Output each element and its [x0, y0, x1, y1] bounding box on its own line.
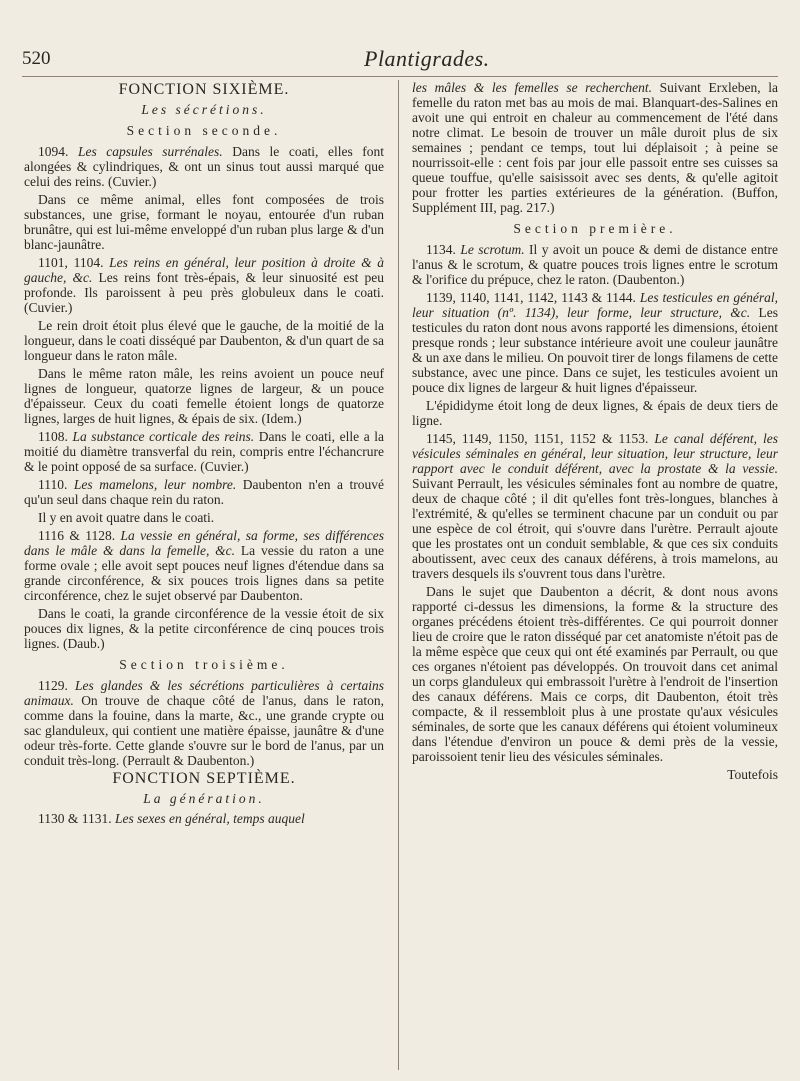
- paragraph-text: Dans le coati, la grande circonférence de la vessie étoit de six pouces dix lignes, & la petite circonférence de cinq pouces trois lignes. (Daub.): [24, 606, 384, 651]
- paragraph-text: On trouve de chaque côté de l'anus, dans le raton, comme dans la fouine, dans la marte, &c., une grande crypte ou sac glanduleux, qui contient une matière épaisse, jaunâtre & d'une odeur très-forte. Cette glande s'ouvre sur le bord de l'anus, par un conduit très-long. (Perrault & Daubenton.): [24, 693, 385, 768]
- article-title: La vessie en général, sa forme, ses différences dans le mâle & dans la femelle, &c.: [24, 528, 385, 558]
- paragraph: [24, 678, 384, 768]
- paragraph-text: La vessie du raton a une forme ovale ; elle avoit sept pouces neuf lignes d'étendue dans sa grande circonférence, & six pouces trois lignes dans sa petite circonférence, chez le sujet observé par Daubenton.: [24, 543, 385, 603]
- paragraph: [412, 290, 778, 395]
- article-number: 1110.: [38, 477, 68, 492]
- paragraph: [24, 510, 384, 525]
- function-heading: FONCTION SEPTIÈME.: [112, 770, 296, 787]
- paragraph-text: Il y avoit un pouce & demi de distance entre l'anus & le scrotum, & quatre pouces trois lignes entre le scrotum & l'orifice du prépuce, chez le raton. (Daubenton.): [412, 242, 779, 287]
- paragraph: [24, 144, 384, 189]
- paragraph: [24, 318, 384, 363]
- paragraph: [412, 398, 778, 428]
- header-rule: [22, 76, 778, 77]
- right-column: [412, 80, 778, 785]
- paragraph: [412, 584, 778, 764]
- paragraph-text: Suivant Perrault, les vésicules séminales font au nombre de quatre, deux de chaque côté ; il dit qu'elles font très-longues, blanches à l'extrémité, & qu'elles se terminent chacune par un conduit ou par une espèce de col étroit, qui s'ouvre dans l'urètre. Perrault ajoute que les prostates ont un conduit semblable, & que ces six conduits aboutissent, avec ceux des canaux déférens, à trois mamelons, au travers desquels ils s'ouvrent tous dans l'urètre.: [412, 476, 778, 581]
- article-number: 1130 & 1131.: [38, 811, 112, 826]
- column-divider: [398, 80, 399, 1070]
- paragraph-text: Le rein droit étoit plus élevé que le gauche, de la moitié de la longueur, dans le coati disséqué par Daubenton, & d'un quart de sa longueur dans le raton mâle.: [24, 318, 384, 363]
- article-title: Les capsules surrénales.: [77, 144, 223, 159]
- article-number: 1094.: [38, 144, 69, 159]
- paragraph-text: Dans le même raton mâle, les reins avoient un pouce neuf lignes de longueur, quatorze lignes de largeur, & un pouce d'épaisseur. Ceux du coati femelle étoient longs de quatorze lignes, larges de huit lignes, & épais de six. (Idem.): [24, 366, 384, 426]
- paragraph-text: Les reins font très-épais, & leur sinuosité est peu profonde. Ils paroissent à peu près globuleux dans le coati. (Cuvier.): [24, 270, 385, 315]
- article-title: Le scrotum.: [460, 242, 525, 257]
- paragraph-text: Dans ce même animal, elles font composées de trois substances, une grise, formant le noyau, entourée d'un ruban brunâtre, qui est lui-même enveloppé d'un ruban plus large & d'un blanc-jaunâtre.: [24, 192, 384, 252]
- function-heading: FONCTION SIXIÈME.: [118, 81, 290, 98]
- paragraph: [24, 255, 384, 315]
- paragraph: [24, 366, 384, 426]
- paragraph: [24, 811, 384, 826]
- paragraph: [24, 429, 384, 474]
- article-title: La substance corticale des reins.: [72, 429, 255, 444]
- article-number: 1108.: [38, 429, 68, 444]
- section-heading: Section seconde.: [126, 123, 282, 138]
- paragraph-text: Dans le coati, elles font alongées & cylindriques, & ont un sinus tout aussi marqué que celui des reins. (Cuvier.): [24, 144, 385, 189]
- article-title: Les mamelons, leur nombre.: [73, 477, 237, 492]
- article-number: 1101, 1104.: [38, 255, 104, 270]
- paragraph-text: Les testicules du raton dont nous avons rapporté les dimensions, étoient presque ronds ; leur substance intérieure avoit une couleur jaunâtre & un axe dans le milieu. On pouvoit tirer de longs filamens de cette substance, avec une pince. Dans ce sujet, les testicules avoient un pouce dix lignes de largeur & huit lignes d'épaisseur.: [412, 305, 779, 395]
- article-title: Les reins en général, leur position à droite & à gauche, &c.: [24, 255, 385, 285]
- section-heading: Section première.: [513, 221, 677, 236]
- catchword: Toutefois: [727, 767, 778, 782]
- article-number: 1139, 1140, 1141, 1142, 1143 & 1144.: [426, 290, 636, 305]
- left-column: [24, 80, 384, 829]
- page-number: 520: [22, 48, 51, 69]
- paragraph-text: Il y en avoit quatre dans le coati.: [38, 510, 215, 525]
- article-title: Les testicules en général, leur situation (nº. 1134), leur forme, leur structure, &c.: [412, 290, 778, 320]
- subject-heading: Les sécrétions.: [141, 102, 267, 117]
- article-number: 1145, 1149, 1150, 1151, 1152 & 1153.: [426, 431, 649, 446]
- paragraph-text: Dans le coati, elle a la moitié du diamètre transverfal du rein, compris entre l'échancrure & le point opposé de sa surface. (Cuvier.): [24, 429, 385, 474]
- paragraph-text: Dans le sujet que Daubenton a décrit, & dont nous avons rapporté ci-dessus les dimensions, la forme & la structure des organes précédens étoient très-différentes. Ce qui pourroit donner lieu de croire que le raton disséqué par cet anatomiste n'étoit pas de la même espèce que ceux qui ont été examinés par Perrault, ou que ces organes n'étoient pas développés. On trouvoit dans cet animal un corps glanduleux qui embrassoit l'urètre à l'endroit de l'insertion des canaux déférens. Mais ce corps, dit Daubenton, étoit très compacte, & il ressembloit plus à une prostate qu'aux vésicules séminales, de sorte que les canaux déférens qui étoient volumineux dans l'étendue d'environ un pouce & demi près de la vessie, paroissoient tenir lieu des vésicules séminales.: [412, 584, 778, 764]
- article-title: Le canal déférent, les vésicules séminales en général, leur situation, leur structure, leur rapport avec le conduit déférent, avec la prostate & la vessie.: [412, 431, 779, 476]
- running-title: Plantigrades.: [364, 46, 490, 71]
- paragraph: [412, 80, 778, 215]
- article-number: 1129.: [38, 678, 68, 693]
- article-number: 1134.: [426, 242, 456, 257]
- article-title: Les sexes en général, temps auquel: [115, 811, 305, 826]
- paragraph: [412, 431, 778, 581]
- paragraph-text: L'épididyme étoit long de deux lignes, & épais de deux tiers de ligne.: [412, 398, 778, 428]
- article-number: 1116 & 1128.: [38, 528, 116, 543]
- subject-heading: La génération.: [143, 791, 265, 806]
- paragraph-text: Daubenton n'en a trouvé qu'un seul dans chaque rein du raton.: [24, 477, 384, 507]
- article-title: Les glandes & les sécrétions particulières à certains animaux.: [24, 678, 385, 708]
- paragraph: [24, 528, 384, 603]
- section-heading: Section troisième.: [119, 657, 289, 672]
- paragraph: [24, 477, 384, 507]
- paragraph: [24, 192, 384, 252]
- paragraph: [412, 242, 778, 287]
- paragraph: [24, 606, 384, 651]
- paragraph-text: Suivant Erxleben, la femelle du raton met bas au mois de mai. Blanquart-des-Salines en avoit une qui entroit en chaleur au commencement de l'été dans notre climat. Le besoin de trouver un mâle duroit plus de six semaines ; pendant ce temps, tout lui déplaisoit ; à peine se nourrissoit-elle : cent fois par jour elle passoit entre ses cuisses sa queue touffue, qu'elle saisissoit avec ses dents, & qu'elle agitoit pour frotter les parties extérieures de la génération. (Buffon, Supplément III, pag. 217.): [412, 80, 778, 215]
- article-title: les mâles & les femelles se recherchent.: [412, 80, 653, 95]
